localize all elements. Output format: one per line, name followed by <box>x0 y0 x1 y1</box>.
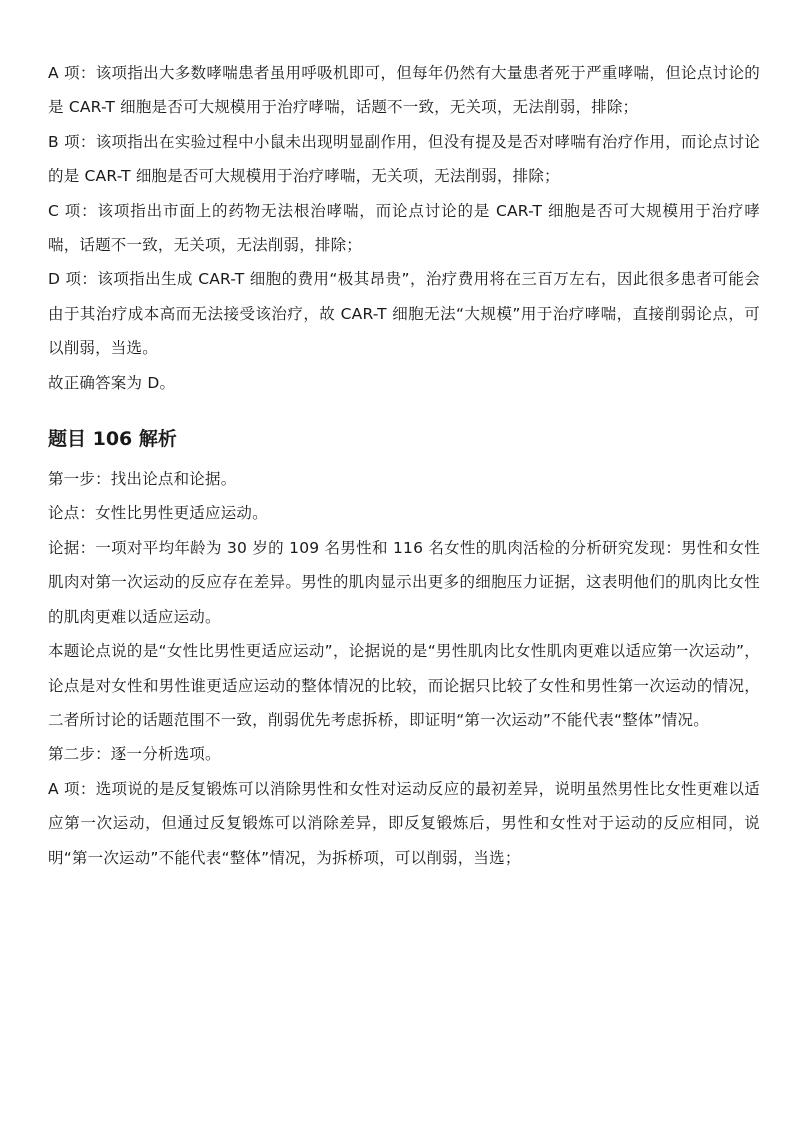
argument-analysis: 本题论点说的是“女性比男性更适应运动”，论据说的是“男性肌肉比女性肌肉更难以适应第一次运动”，论点是对女性和男性谁更适应运动的整体情况的比较，而论据只比较了女性和男性第一次运动的情况，二者所讨论的话题范围不一致，削弱优先考虑拆桥，即证明“第一次运动”不能代表“整体”情况。 <box>48 642 760 729</box>
document-page <box>48 56 760 875</box>
answer-line-q105: 故正确答案为 D。 <box>48 373 176 392</box>
option-c-analysis-q105: C 项：该项指出市面上的药物无法根治哮喘，而论点讨论的是 CAR-T 细胞是否可大规模用于治疗哮喘，话题不一致，无关项，无法削弱，排除； <box>48 201 760 255</box>
section-heading-q106: 题目 106 解析 <box>48 428 177 451</box>
step-two-title: 第二步：逐一分析选项。 <box>48 745 221 764</box>
argument-evidence: 论据：一项对平均年龄为 30 岁的 109 名男性和 116 名女性的肌肉活检的分析研究发现：男性和女性肌肉对第一次运动的反应存在差异。男性的肌肉显示出更多的细胞压力证据，这表明他们的肌肉比女性的肌肉更难以适应运动。 <box>48 538 760 626</box>
step-one-title: 第一步：找出论点和论据。 <box>48 470 237 489</box>
option-a-analysis-q106: A 项：选项说的是反复锻炼可以消除男性和女性对运动反应的最初差异，说明虽然男性比女性更难以适应第一次运动，但通过反复锻炼可以消除差异，即反复锻炼后，男性和女性对于运动的反应相同，说明“第一次运动”不能代表“整体”情况，为拆桥项，可以削弱，当选； <box>48 779 760 867</box>
argument-point: 论点：女性比男性更适应运动。 <box>48 504 268 523</box>
option-a-analysis-q105: A 项：该项指出大多数哮喘患者虽用呼吸机即可，但每年仍然有大量患者死于严重哮喘，但论点讨论的是 CAR-T 细胞是否可大规模用于治疗哮喘，话题不一致，无关项，无法削弱，排除； <box>48 64 760 117</box>
option-b-analysis-q105: B 项：该项指出在实验过程中小鼠未出现明显副作用，但没有提及是否对哮喘有治疗作用，而论点讨论的是 CAR-T 细胞是否可大规模用于治疗哮喘，无关项，无法削弱，排除； <box>48 132 760 186</box>
option-d-analysis-q105: D 项：该项指出生成 CAR-T 细胞的费用“极其昂贵”，治疗费用将在三百万左右，因此很多患者可能会由于其治疗成本高而无法接受该治疗，故 CAR-T 细胞无法“大规模”用于治疗哮喘，直接削弱论点，可以削弱，当选。 <box>48 270 760 358</box>
